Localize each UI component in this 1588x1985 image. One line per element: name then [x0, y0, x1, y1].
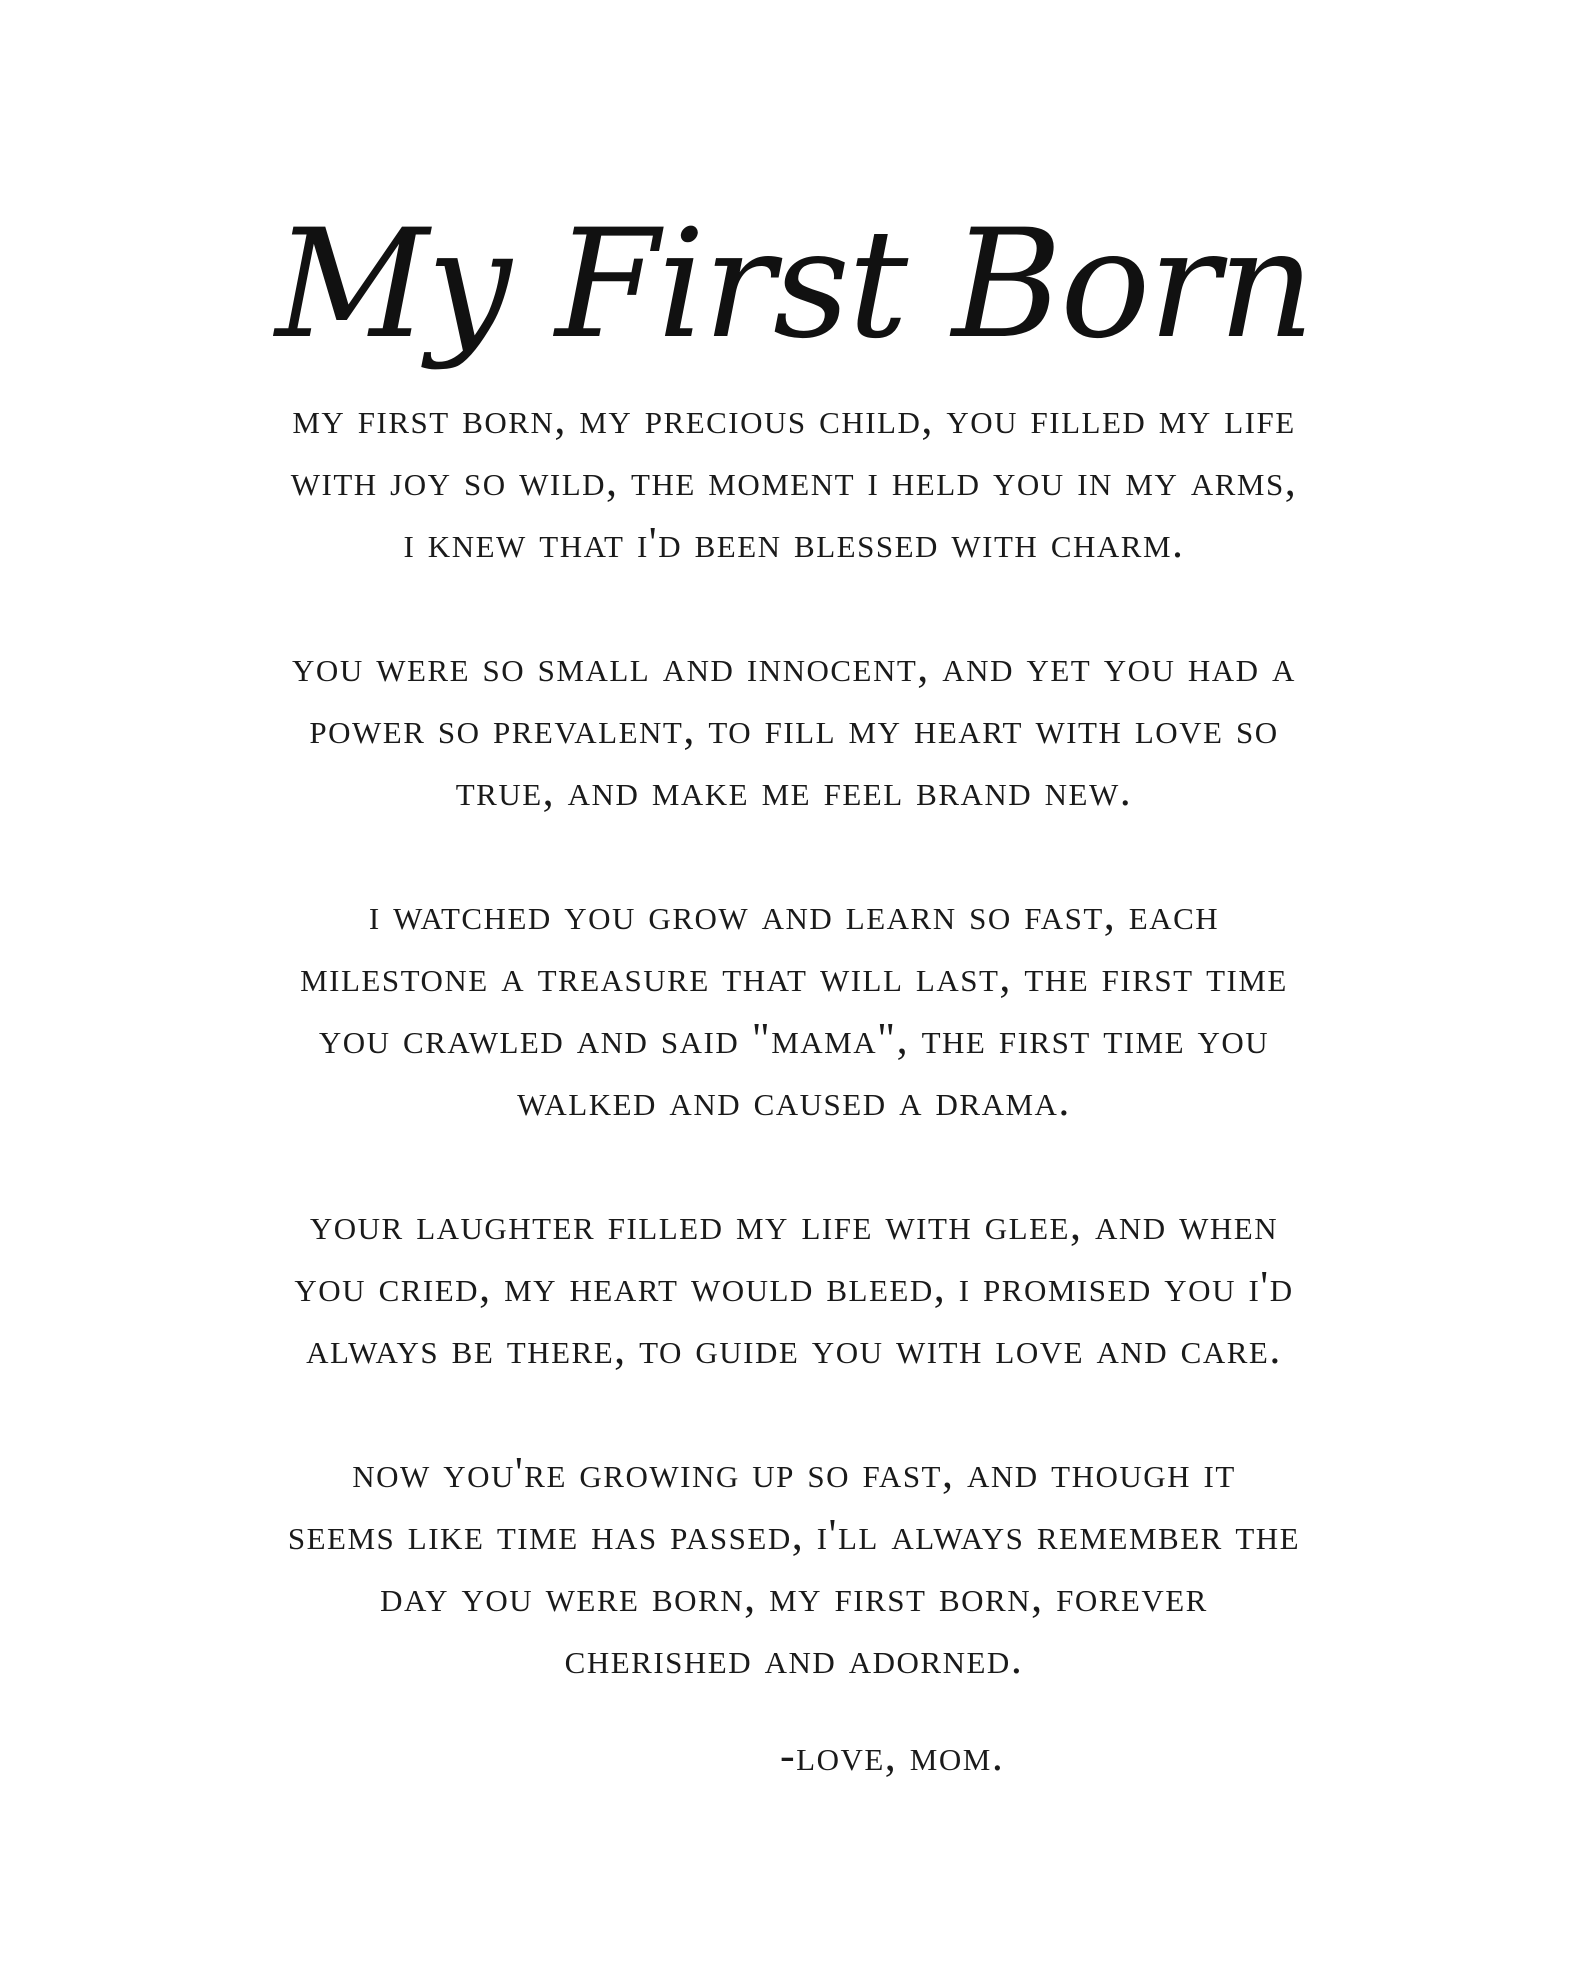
stanza-1	[260, 388, 1328, 574]
poem-line: you cried, my heart would bleed, i promised you i'd	[294, 1262, 1294, 1311]
poem-title: My First Born	[275, 198, 1313, 372]
poem-line: day you were born, my first born, forever	[380, 1572, 1208, 1621]
poem-line: always be there, to guide you with love and care.	[306, 1324, 1282, 1373]
poem-line: i watched you grow and learn so fast, each	[368, 890, 1220, 939]
stanza-5	[260, 1442, 1328, 1690]
poem-body	[260, 388, 1328, 1752]
poem-line: milestone a treasure that will last, the first time	[300, 952, 1288, 1001]
poem-line: power so prevalent, to fill my heart with love so	[309, 704, 1279, 753]
poem-line: seems like time has passed, i'll always remember the	[287, 1510, 1301, 1559]
poem-line: now you're growing up so fast, and though it	[352, 1448, 1236, 1497]
poem-line: i knew that i'd been blessed with charm.	[403, 518, 1185, 567]
poem-line: with joy so wild, the moment i held you in my arms,	[290, 456, 1298, 505]
poem-line: walked and caused a drama.	[517, 1076, 1071, 1125]
signature: -love, mom.	[780, 1731, 1005, 1780]
poem-line: true, and make me feel brand new.	[455, 766, 1133, 815]
poem-line: cherished and adorned.	[564, 1634, 1024, 1683]
poem-line: my first born, my precious child, you filled my life	[292, 394, 1296, 443]
poem-line: your laughter filled my life with glee, and when	[309, 1200, 1279, 1249]
poem-line: you crawled and said "mama", the first time you	[318, 1014, 1270, 1063]
stanza-3	[260, 884, 1328, 1132]
stanza-2	[260, 636, 1328, 822]
poem-line: you were so small and innocent, and yet you had a	[292, 642, 1296, 691]
stanza-4	[260, 1194, 1328, 1380]
